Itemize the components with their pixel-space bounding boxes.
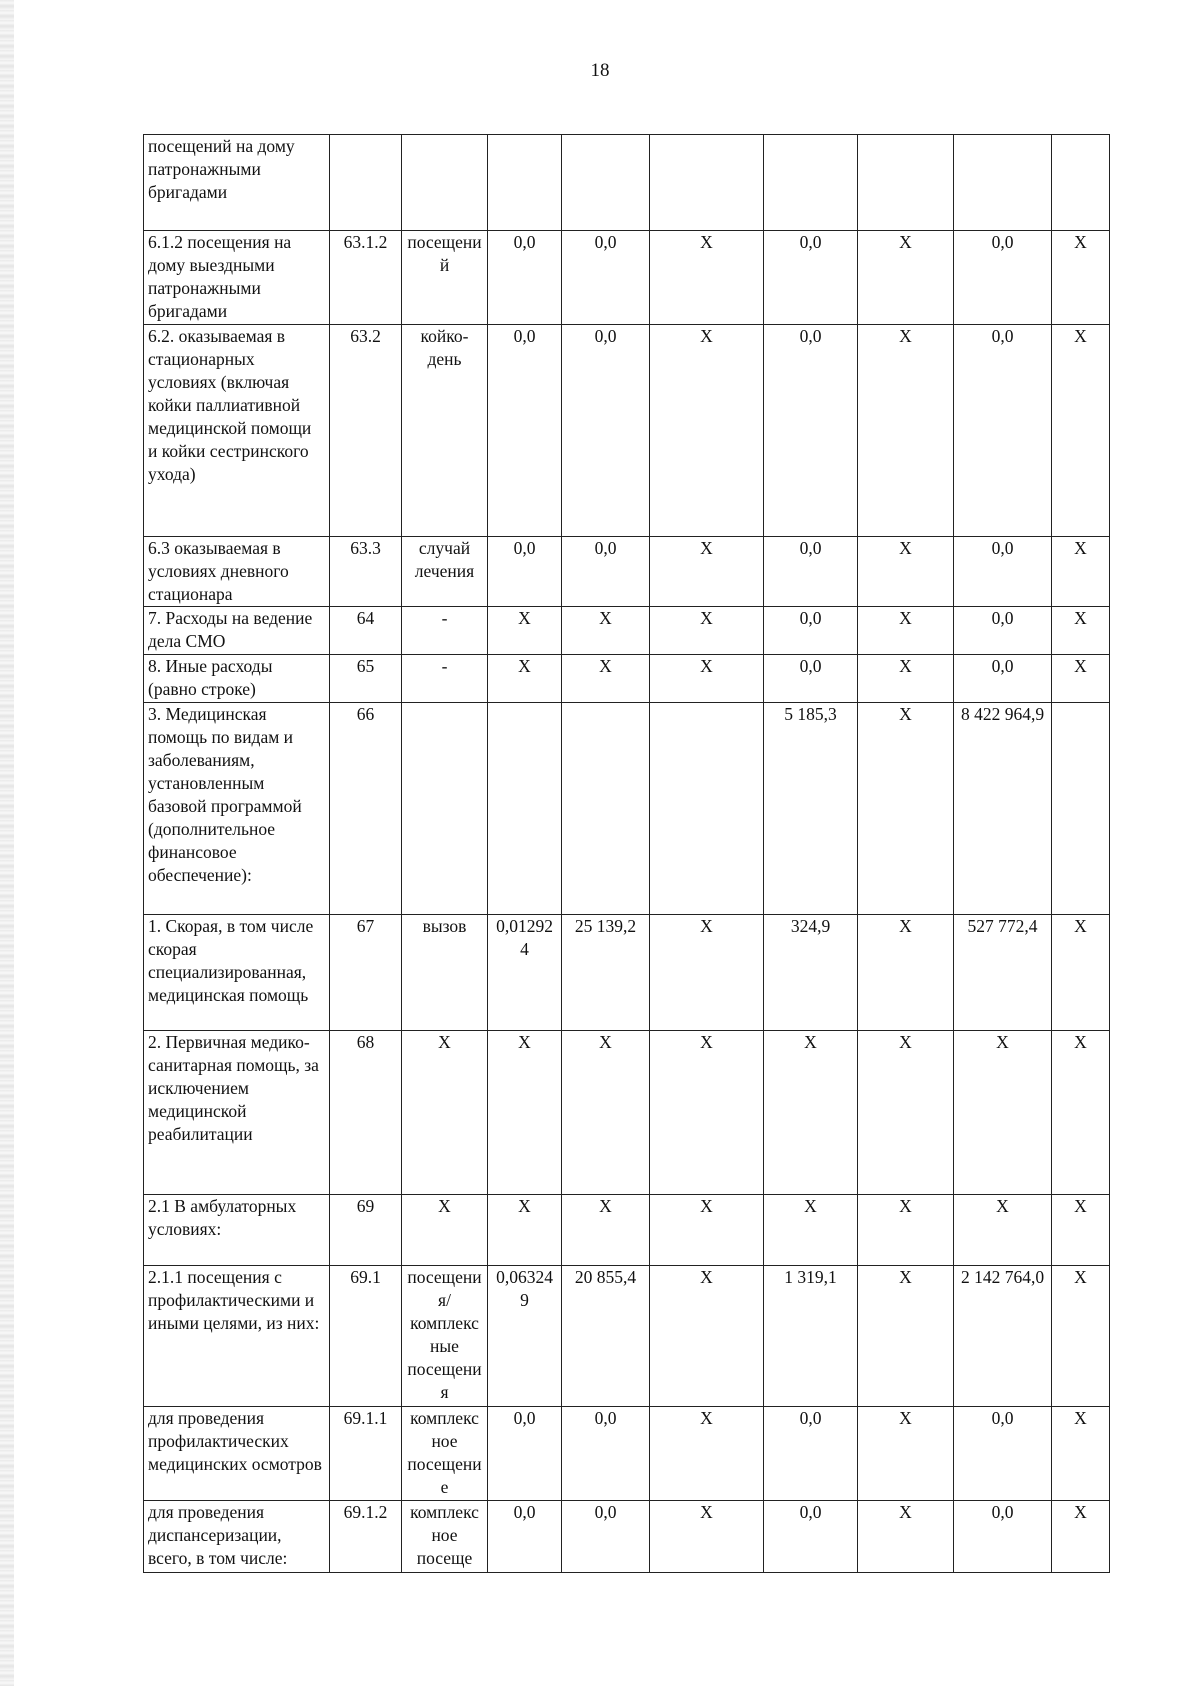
table-row bbox=[144, 607, 1110, 655]
value-cell: X bbox=[858, 1407, 954, 1501]
value-cell: X bbox=[858, 1195, 954, 1266]
value-cell: X bbox=[764, 1031, 858, 1195]
unit-cell: X bbox=[402, 1031, 488, 1195]
table-row bbox=[144, 1501, 1110, 1573]
table-row bbox=[144, 1195, 1110, 1266]
value-cell: 0,0 bbox=[764, 655, 858, 703]
value-cell: X bbox=[488, 1195, 562, 1266]
row-name-cell: 8. Иные расходы (равно строке) bbox=[144, 655, 330, 703]
row-code-cell: 63.2 bbox=[330, 325, 402, 537]
row-code-cell: 68 bbox=[330, 1031, 402, 1195]
value-cell bbox=[764, 135, 858, 231]
value-cell: X bbox=[562, 607, 650, 655]
value-cell: X bbox=[562, 1031, 650, 1195]
value-cell: 0,0 bbox=[954, 537, 1052, 607]
value-cell: 0,063249 bbox=[488, 1266, 562, 1407]
unit-cell: койко-день bbox=[402, 325, 488, 537]
value-cell: X bbox=[650, 1195, 764, 1266]
value-cell: X bbox=[858, 915, 954, 1031]
table-row bbox=[144, 1266, 1110, 1407]
value-cell: X bbox=[1052, 537, 1110, 607]
row-name-cell: 2.1 В амбулаторных условиях: bbox=[144, 1195, 330, 1266]
value-cell: X bbox=[858, 703, 954, 915]
row-code-cell: 69.1 bbox=[330, 1266, 402, 1407]
row-code-cell: 66 bbox=[330, 703, 402, 915]
value-cell: X bbox=[650, 537, 764, 607]
value-cell bbox=[1052, 135, 1110, 231]
value-cell: 2 142 764,0 bbox=[954, 1266, 1052, 1407]
unit-cell: посещений bbox=[402, 231, 488, 325]
value-cell: X bbox=[488, 607, 562, 655]
value-cell: X bbox=[858, 607, 954, 655]
value-cell: 0,0 bbox=[764, 1501, 858, 1573]
value-cell: 25 139,2 bbox=[562, 915, 650, 1031]
value-cell: 0,0 bbox=[764, 1407, 858, 1501]
table-row bbox=[144, 655, 1110, 703]
table-row bbox=[144, 1031, 1110, 1195]
value-cell: X bbox=[650, 1407, 764, 1501]
value-cell: 0,0 bbox=[764, 607, 858, 655]
unit-cell: X bbox=[402, 1195, 488, 1266]
value-cell: 0,0 bbox=[954, 231, 1052, 325]
value-cell: X bbox=[650, 1266, 764, 1407]
value-cell: 0,0 bbox=[488, 1407, 562, 1501]
value-cell: X bbox=[1052, 1031, 1110, 1195]
value-cell: X bbox=[858, 325, 954, 537]
value-cell bbox=[562, 135, 650, 231]
unit-cell bbox=[402, 135, 488, 231]
row-code-cell: 67 bbox=[330, 915, 402, 1031]
unit-cell: случай лечения bbox=[402, 537, 488, 607]
value-cell: 0,0 bbox=[488, 537, 562, 607]
value-cell: 8 422 964,9 bbox=[954, 703, 1052, 915]
value-cell: X bbox=[650, 325, 764, 537]
value-cell: X bbox=[1052, 1501, 1110, 1573]
unit-cell: - bbox=[402, 607, 488, 655]
value-cell bbox=[488, 703, 562, 915]
value-cell: X bbox=[1052, 1407, 1110, 1501]
value-cell: X bbox=[562, 1195, 650, 1266]
value-cell bbox=[650, 703, 764, 915]
value-cell: X bbox=[858, 655, 954, 703]
value-cell bbox=[954, 135, 1052, 231]
row-code-cell: 64 bbox=[330, 607, 402, 655]
row-name-cell: 2. Первичная медико-санитарная помощь, за исключением медицинской реабилитации bbox=[144, 1031, 330, 1195]
value-cell: X bbox=[650, 655, 764, 703]
value-cell: X bbox=[954, 1031, 1052, 1195]
value-cell bbox=[650, 135, 764, 231]
value-cell bbox=[858, 135, 954, 231]
value-cell: 0,0 bbox=[954, 325, 1052, 537]
value-cell bbox=[562, 703, 650, 915]
value-cell: X bbox=[650, 915, 764, 1031]
value-cell: 0,0 bbox=[488, 1501, 562, 1573]
value-cell: 0,0 bbox=[954, 1407, 1052, 1501]
unit-cell: - bbox=[402, 655, 488, 703]
value-cell bbox=[1052, 703, 1110, 915]
row-name-cell: 6.1.2 посещения на дому выездными патронажными бригадами bbox=[144, 231, 330, 325]
row-name-cell: 2.1.1 посещения с профилактическими и иными целями, из них: bbox=[144, 1266, 330, 1407]
value-cell: 0,0 bbox=[562, 1501, 650, 1573]
value-cell: 0,0 bbox=[764, 231, 858, 325]
value-cell bbox=[488, 135, 562, 231]
unit-cell: посещения/комплексные посещения bbox=[402, 1266, 488, 1407]
value-cell: X bbox=[562, 655, 650, 703]
value-cell: 0,0 bbox=[488, 325, 562, 537]
value-cell: X bbox=[858, 1266, 954, 1407]
value-cell: X bbox=[650, 1031, 764, 1195]
row-name-cell: для проведения профилактических медицинских осмотров bbox=[144, 1407, 330, 1501]
value-cell: 5 185,3 bbox=[764, 703, 858, 915]
table-row bbox=[144, 231, 1110, 325]
table-row bbox=[144, 537, 1110, 607]
value-cell: X bbox=[488, 1031, 562, 1195]
row-name-cell: для проведения диспансеризации, всего, в том числе: bbox=[144, 1501, 330, 1573]
value-cell: 0,0 bbox=[488, 231, 562, 325]
value-cell: X bbox=[650, 607, 764, 655]
table-row bbox=[144, 135, 1110, 231]
row-name-cell: 7. Расходы на ведение дела СМО bbox=[144, 607, 330, 655]
value-cell: X bbox=[650, 1501, 764, 1573]
value-cell: X bbox=[1052, 915, 1110, 1031]
value-cell: 0,0 bbox=[562, 325, 650, 537]
unit-cell bbox=[402, 703, 488, 915]
table-row bbox=[144, 915, 1110, 1031]
scan-edge bbox=[0, 0, 14, 1686]
row-name-cell: 1. Скорая, в том числе скорая специализированная, медицинская помощь bbox=[144, 915, 330, 1031]
value-cell: 324,9 bbox=[764, 915, 858, 1031]
row-code-cell: 69 bbox=[330, 1195, 402, 1266]
value-cell: X bbox=[1052, 1195, 1110, 1266]
value-cell: 0,012924 bbox=[488, 915, 562, 1031]
row-code-cell: 63.1.2 bbox=[330, 231, 402, 325]
value-cell: X bbox=[1052, 1266, 1110, 1407]
row-code-cell: 63.3 bbox=[330, 537, 402, 607]
row-code-cell: 69.1.2 bbox=[330, 1501, 402, 1573]
page-number: 18 bbox=[590, 60, 610, 81]
value-cell: 527 772,4 bbox=[954, 915, 1052, 1031]
table-row bbox=[144, 1407, 1110, 1501]
value-cell: X bbox=[650, 231, 764, 325]
row-name-cell: посещений на дому патронажными бригадами bbox=[144, 135, 330, 231]
row-name-cell: 6.2. оказываемая в стационарных условиях (включая койки паллиативной медицинской помощи и койки сестринского ухода) bbox=[144, 325, 330, 537]
unit-cell: комплексное посещение bbox=[402, 1407, 488, 1501]
unit-cell: комплексное посеще bbox=[402, 1501, 488, 1573]
value-cell: X bbox=[1052, 655, 1110, 703]
value-cell: X bbox=[858, 537, 954, 607]
value-cell: 0,0 bbox=[562, 537, 650, 607]
value-cell: 0,0 bbox=[954, 607, 1052, 655]
value-cell: X bbox=[858, 1031, 954, 1195]
row-name-cell: 6.3 оказываемая в условиях дневного стационара bbox=[144, 537, 330, 607]
table-row bbox=[144, 325, 1110, 537]
row-code-cell: 69.1.1 bbox=[330, 1407, 402, 1501]
value-cell: 1 319,1 bbox=[764, 1266, 858, 1407]
value-cell: X bbox=[858, 231, 954, 325]
data-table bbox=[143, 134, 1110, 1573]
row-code-cell bbox=[330, 135, 402, 231]
row-name-cell: 3. Медицинская помощь по видам и заболеваниям, установленным базовой программой (дополнительное финансовое обеспечение): bbox=[144, 703, 330, 915]
table-row bbox=[144, 703, 1110, 915]
value-cell: X bbox=[858, 1501, 954, 1573]
value-cell: 0,0 bbox=[562, 231, 650, 325]
value-cell: 0,0 bbox=[562, 1407, 650, 1501]
value-cell: X bbox=[1052, 607, 1110, 655]
value-cell: 0,0 bbox=[764, 325, 858, 537]
unit-cell: вызов bbox=[402, 915, 488, 1031]
value-cell: 0,0 bbox=[954, 655, 1052, 703]
value-cell: X bbox=[954, 1195, 1052, 1266]
value-cell: X bbox=[1052, 325, 1110, 537]
value-cell: X bbox=[1052, 231, 1110, 325]
value-cell: 20 855,4 bbox=[562, 1266, 650, 1407]
value-cell: X bbox=[764, 1195, 858, 1266]
row-code-cell: 65 bbox=[330, 655, 402, 703]
value-cell: 0,0 bbox=[954, 1501, 1052, 1573]
value-cell: X bbox=[488, 655, 562, 703]
value-cell: 0,0 bbox=[764, 537, 858, 607]
